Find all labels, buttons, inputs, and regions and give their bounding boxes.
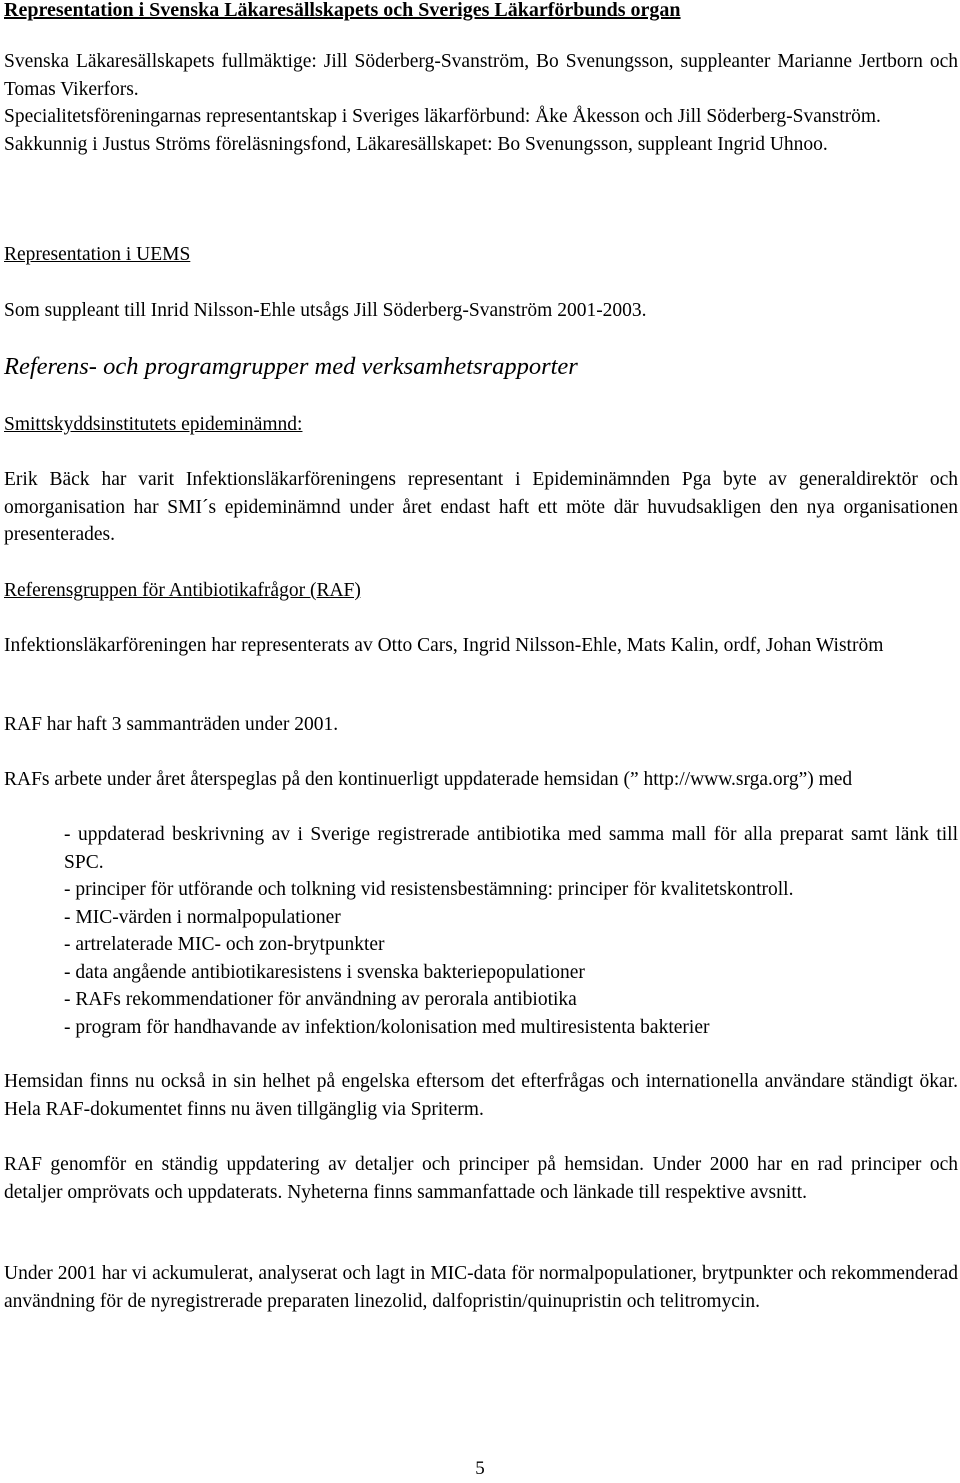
paragraph-raf-mic-data: Under 2001 har vi ackumulerat, analyserat och lagt in MIC-data för normalpopulationer, brytpunkter och rekommenderad användning för de nyregistrerade preparaten linezolid, dalfopristin/quinupristin och telitromycin. (4, 1263, 958, 1312)
list-item: - uppdaterad beskrivning av i Sverige registrerade antibiotika med samma mall för alla preparat samt länk till SPC. (64, 824, 958, 873)
paragraph-sakkunnig: Sakkunnig i Justus Ströms föreläsningsfond, Läkaresällskapet: Bo Svenungsson, suppleant Ingrid Uhnoo. (4, 133, 828, 155)
section-heading-smi: Smittskyddsinstitutets epideminämnd: (4, 414, 303, 435)
paragraph-raf-meetings: RAF har haft 3 sammanträden under 2001. (4, 714, 339, 735)
section-heading-referens: Referens- och programgrupper med verksamhetsrapporter (4, 353, 578, 380)
paragraph-specialitetsforeningarnas: Specialitetsföreningarnas representantskap i Sveriges läkarförbund: Åke Åkesson och Jill Söderberg-Svanström. (4, 106, 881, 127)
page-number: 5 (475, 1458, 485, 1479)
list-item: - principer för utförande och tolkning vid resistensbestämning: principer för kvalitetskontroll. (64, 879, 794, 900)
representation-paragraphs (4, 48, 958, 158)
list-item: - RAFs rekommendationer för användning av perorala antibiotika (64, 989, 577, 1010)
section-heading-representation: Representation i Svenska Läkaresällskapets och Sveriges Läkarförbunds organ (4, 0, 681, 21)
list-item: - artrelaterade MIC- och zon-brytpunkter (64, 934, 385, 955)
list-item: - data angående antibiotikaresistens i svenska bakteriepopulationer (64, 961, 585, 983)
paragraph-smi: Erik Bäck har varit Infektionsläkarföreningens representant i Epideminämnden Pga byte av generaldirektör och omorganisation har SMI´s epideminämnd under året endast haft ett möte där huvudsakligen den nya organisationen presenterades. (4, 469, 958, 545)
paragraph-raf-members: Infektionsläkarföreningen har representerats av Otto Cars, Ingrid Nilsson-Ehle, Mats Kalin, ordf, Johan Wiström (4, 635, 884, 656)
list-item: - program för handhavande av infektion/kolonisation med multiresistenta bakterier (64, 1016, 710, 1038)
paragraph-fullmaktige: Svenska Läkaresällskapets fullmäktige: Jill Söderberg-Svanström, Bo Svenungsson, suppleanter Marianne Jertborn och Tomas Vikerfors. (4, 51, 958, 100)
raf-website-list (64, 821, 958, 1041)
paragraph-raf-website: RAFs arbete under året återspeglas på den kontinuerligt uppdaterade hemsidan (” http://www.srga.org”) med (4, 769, 853, 790)
section-heading-uems: Representation i UEMS (4, 244, 191, 265)
paragraph-raf-updates: RAF genomför en ständig uppdatering av detaljer och principer på hemsidan. Under 2000 har en rad principer och detaljer omprövats och uppdaterats. Nyheterna finns sammanfattade och länkade till respektive avsnitt. (4, 1154, 958, 1203)
paragraph-raf-english: Hemsidan finns nu också in sin helhet på engelska eftersom det efterfrågas och internationella användare ständigt ökar. Hela RAF-dokumentet finns nu även tillgänglig via Spriterm. (4, 1071, 958, 1120)
paragraph-uems: Som suppleant till Inrid Nilsson-Ehle utsågs Jill Söderberg-Svanström 2001-2003. (4, 300, 647, 321)
section-heading-raf: Referensgruppen för Antibiotikafrågor (RAF) (4, 580, 361, 601)
list-item: - MIC-värden i normalpopulationer (64, 906, 341, 928)
